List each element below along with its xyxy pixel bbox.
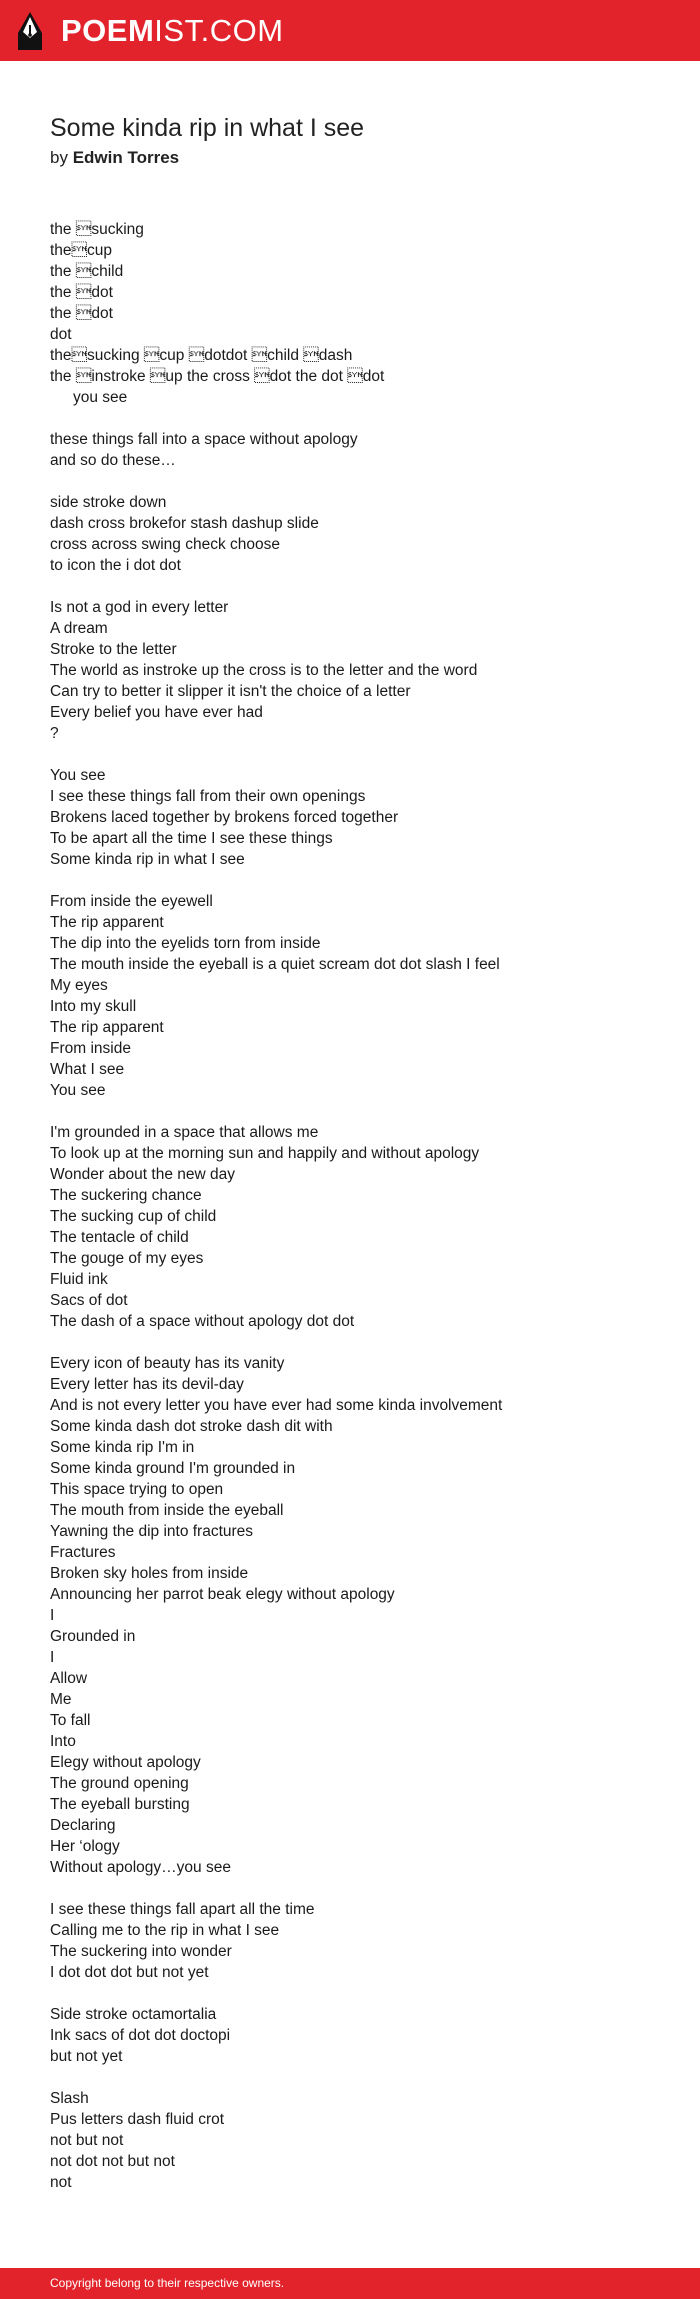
- poem-line: I see these things fall from their own openings: [50, 788, 366, 805]
- poem-line: [50, 870, 670, 891]
- poem-line: The world as instroke up the cross is to the letter and the word: [50, 662, 478, 679]
- poem-line: [50, 1983, 670, 2004]
- poem-line: The dip into the eyelids torn from inside: [50, 935, 321, 952]
- poem-line: dot: [50, 326, 72, 343]
- poem-line: The rip apparent: [50, 914, 164, 931]
- poem-line: Announcing her parrot beak elegy without apology: [50, 1586, 395, 1603]
- poem-line: Can try to better it slipper it isn't the choice of a letter: [50, 683, 411, 700]
- poem-line: The suckering chance: [50, 1187, 202, 1204]
- poem-line: Into my skull: [50, 998, 137, 1015]
- poem-line: From inside the eyewell: [50, 893, 213, 910]
- poem-line: Some kinda rip I'm in: [50, 1439, 195, 1456]
- poem-line: I dot dot dot but not yet: [50, 1964, 209, 1981]
- poem-line: This space trying to open: [50, 1481, 224, 1498]
- poem-line: Slash: [50, 2090, 89, 2107]
- poem-line: The rip apparent: [50, 1019, 164, 1036]
- poem-line: [50, 408, 670, 429]
- poem-line: The ground opening: [50, 1775, 189, 1792]
- poem-title: Some kinda rip in what I see: [50, 114, 365, 142]
- poem-line: not: [50, 2174, 72, 2191]
- poem-line: You see: [50, 1082, 106, 1099]
- poem-line: but not yet: [50, 2048, 123, 2065]
- poem-line: I see these things fall apart all the time: [50, 1901, 315, 1918]
- poem-line: not dot not but not: [50, 2153, 175, 2170]
- poem-line: Some kinda rip in what I see: [50, 851, 245, 868]
- poem-line: Is not a god in every letter: [50, 599, 229, 616]
- poem-line: Fractures: [50, 1544, 116, 1561]
- poem-line: From inside: [50, 1040, 131, 1057]
- poem-line: Calling me to the rip in what I see: [50, 1922, 280, 1939]
- poem-line: Yawning the dip into fractures: [50, 1523, 254, 1540]
- poem-line: to icon the i dot dot: [50, 557, 181, 574]
- poem-line: not but not: [50, 2132, 124, 2149]
- poem-line: Grounded in: [50, 1628, 136, 1645]
- site-footer: [0, 2268, 700, 2299]
- poem-line: the instroke up the cross dot the dot dot: [50, 368, 385, 385]
- poem-line: Every letter has its devil-day: [50, 1376, 244, 1393]
- poem-line: Pus letters dash fluid crot: [50, 2111, 225, 2128]
- poem-line: Wonder about the new day: [50, 1166, 235, 1183]
- poem-line: I: [50, 1649, 55, 1666]
- poem-line: [50, 744, 670, 765]
- poem-line: Ink sacs of dot dot doctopi: [50, 2027, 231, 2044]
- poem-line: Some kinda ground I'm grounded in: [50, 1460, 296, 1477]
- poem-line: Fluid ink: [50, 1271, 108, 1288]
- poem-line: Me: [50, 1691, 72, 1708]
- poem-line: To look up at the morning sun and happily and without apology: [50, 1145, 480, 1162]
- poem-line: the sucking: [50, 221, 144, 238]
- poem-line: [50, 1101, 670, 1122]
- poem-line: thecup: [50, 242, 113, 259]
- poem-line: and so do these…: [50, 452, 176, 469]
- poem-line: You see: [50, 767, 106, 784]
- poem-line: side stroke down: [50, 494, 167, 511]
- poem-line: And is not every letter you have ever had some kinda involvement: [50, 1397, 503, 1414]
- poem-line: the child: [50, 263, 124, 280]
- poem-line: [50, 576, 670, 597]
- poem-line: Allow: [50, 1670, 88, 1687]
- poem-line: To fall: [50, 1712, 91, 1729]
- poem-line: The mouth from inside the eyeball: [50, 1502, 284, 1519]
- poem-line: the dot: [50, 284, 113, 301]
- poem-line: Every belief you have ever had: [50, 704, 263, 721]
- poem-line: My eyes: [50, 977, 108, 994]
- poem-line: The suckering into wonder: [50, 1943, 232, 1960]
- site-header: [0, 0, 700, 61]
- logo-text-light: IST.COM: [154, 13, 284, 48]
- poem-line: A dream: [50, 620, 108, 637]
- poem-line: the dot: [50, 305, 113, 322]
- poem-line: The sucking cup of child: [50, 1208, 217, 1225]
- poem-line: What I see: [50, 1061, 125, 1078]
- poem-line: Every icon of beauty has its vanity: [50, 1355, 285, 1372]
- poem-line: Some kinda dash dot stroke dash dit with: [50, 1418, 333, 1435]
- poem-line: To be apart all the time I see these things: [50, 830, 333, 847]
- poem-line: Elegy without apology: [50, 1754, 201, 1771]
- poem-line: Declaring: [50, 1817, 116, 1834]
- by-label: by: [50, 148, 68, 167]
- poem-line: Her ‘ology: [50, 1838, 120, 1855]
- poem-line: I: [50, 1607, 55, 1624]
- poem-line: Into: [50, 1733, 76, 1750]
- poem-line: Sacs of dot: [50, 1292, 128, 1309]
- poem-line: Broken sky holes from inside: [50, 1565, 249, 1582]
- poem-line: The tentacle of child: [50, 1229, 189, 1246]
- poem-line: Without apology…you see: [50, 1859, 231, 1876]
- poem-line: The eyeball bursting: [50, 1796, 190, 1813]
- poem-line: Side stroke octamortalia: [50, 2006, 217, 2023]
- poem-line: [50, 2067, 670, 2088]
- poem-line: I'm grounded in a space that allows me: [50, 1124, 319, 1141]
- pen-nib-icon: [17, 11, 43, 51]
- author-link[interactable]: Edwin Torres: [72, 148, 180, 167]
- poem-line: dash cross brokefor stash dashup slide: [50, 515, 319, 532]
- poem-line: ?: [50, 725, 59, 742]
- poem-body: [50, 219, 670, 2193]
- poem-line: The gouge of my eyes: [50, 1250, 204, 1267]
- poem-line: Brokens laced together by brokens forced together: [50, 809, 399, 826]
- poem-line: [50, 1878, 670, 1899]
- poem-line: [50, 471, 670, 492]
- poem-line: The mouth inside the eyeball is a quiet scream dot dot slash I feel: [50, 956, 500, 973]
- poem-line: you see: [73, 389, 128, 406]
- logo-text-bold: POEM: [61, 13, 155, 48]
- poem-line: [50, 1332, 670, 1353]
- poem-line: these things fall into a space without apology: [50, 431, 358, 448]
- logo-text: [61, 11, 284, 51]
- copyright-text: Copyright belong to their respective owners.: [50, 2276, 285, 2290]
- site-logo[interactable]: [17, 11, 284, 51]
- poem-line: Stroke to the letter: [50, 641, 177, 658]
- poem-byline: [50, 148, 179, 168]
- poem-line: The dash of a space without apology dot dot: [50, 1313, 355, 1330]
- poem-line: thesucking cup dotdot child dash: [50, 347, 353, 364]
- poem-line: cross across swing check choose: [50, 536, 281, 553]
